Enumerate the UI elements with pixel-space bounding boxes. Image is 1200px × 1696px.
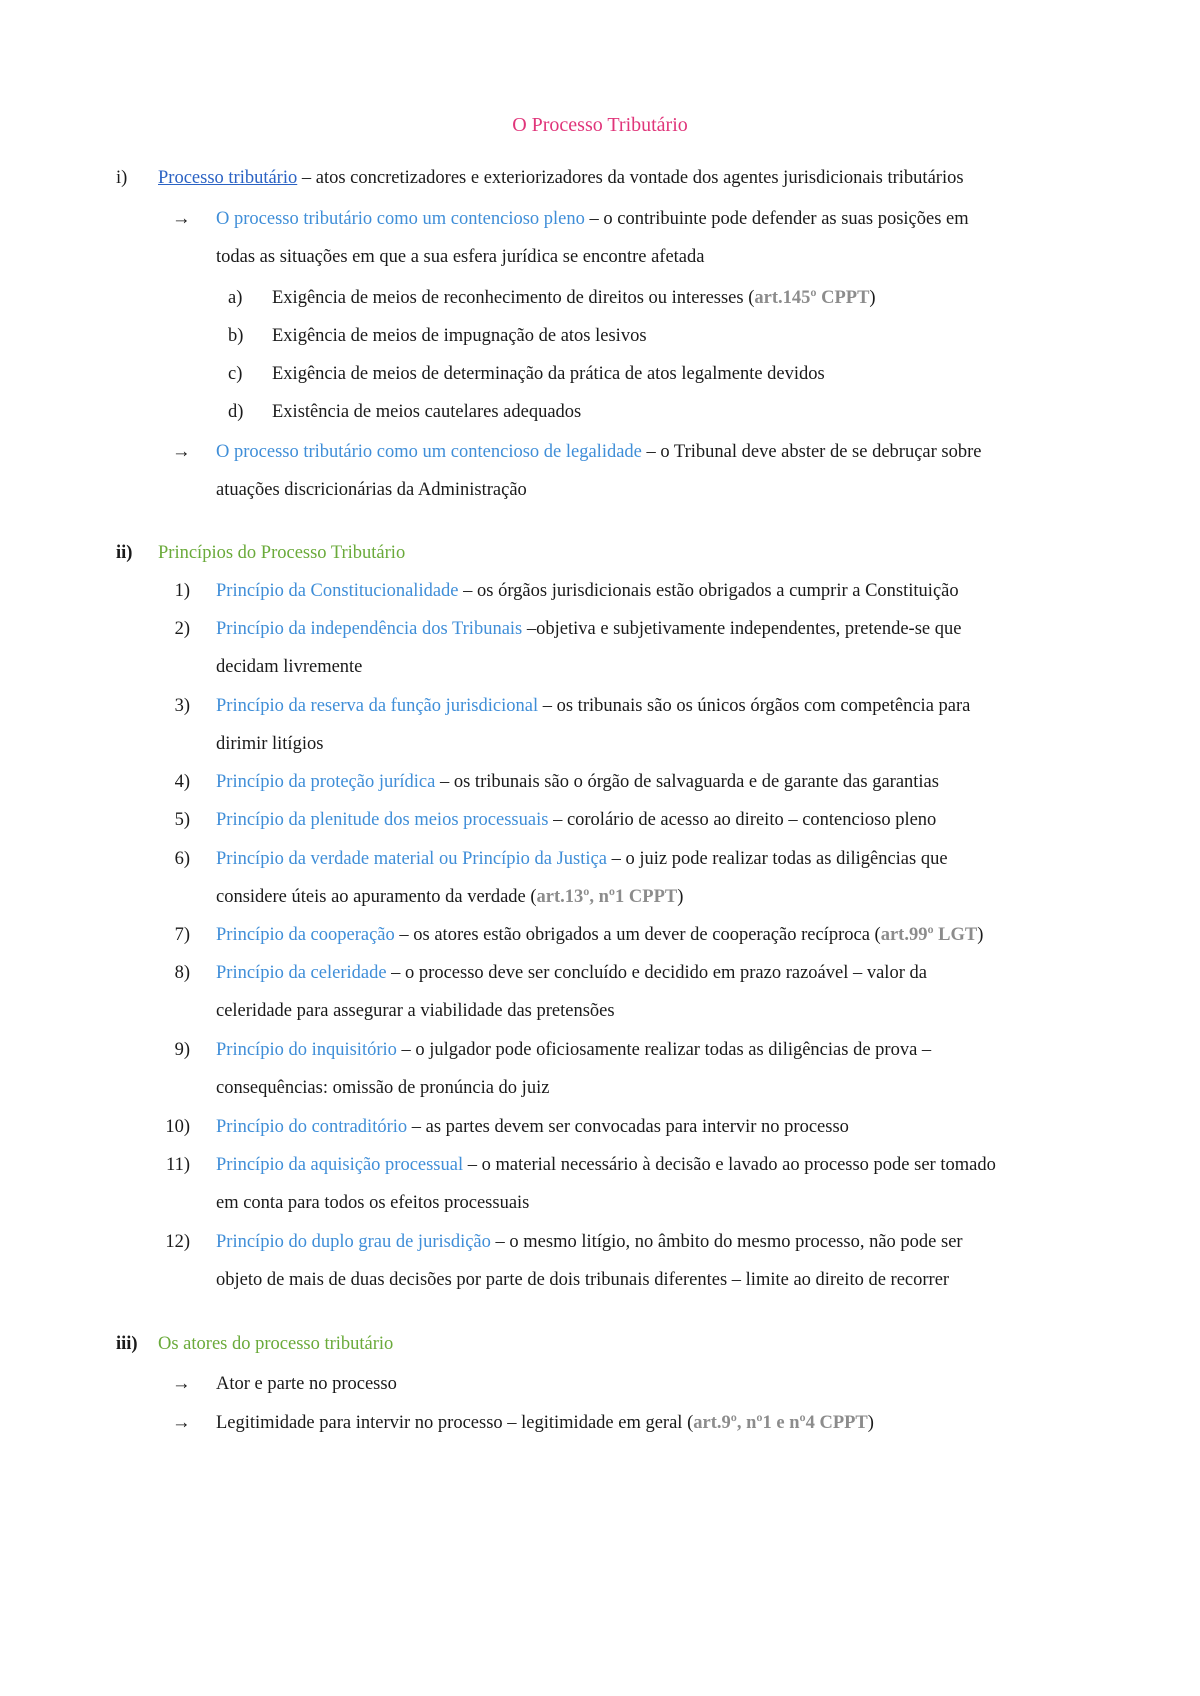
principle-line (216, 847, 948, 871)
principle-continuation-text: decidam livremente (216, 657, 363, 677)
principle-continuation (216, 1191, 529, 1215)
principle-line (216, 1153, 996, 1177)
subitem-d-text: Existência de meios cautelares adequados (272, 402, 582, 422)
principle-line (216, 808, 936, 832)
principle-number: 11) (166, 1155, 190, 1175)
principle-term: Princípio da Constitucionalidade (216, 581, 459, 601)
actors-item-2-text: Legitimidade para intervir no processo – legitimidade em geral ( (216, 1413, 694, 1433)
principle-term: Princípio da cooperação (216, 925, 395, 945)
section-3-heading: Os atores do processo tributário (158, 1334, 394, 1354)
principle-term: Princípio da proteção jurídica (216, 772, 436, 792)
principle-text: – corolário de acesso ao direito – contencioso pleno (548, 810, 937, 830)
principle-continuation (216, 732, 323, 756)
actors-item-1-text: Ator e parte no processo (216, 1374, 397, 1394)
section-2-marker: ii) (116, 543, 133, 563)
section-1-heading: Processo tributário (158, 168, 298, 188)
subitem-a-line (272, 286, 876, 310)
arrow-icon: → (172, 209, 191, 229)
principle-ref-close: ) (977, 925, 984, 945)
principle-term: Princípio do contraditório (216, 1117, 408, 1137)
principle-ref-close: ) (677, 887, 684, 907)
document-title: O Processo Tributário (512, 114, 688, 136)
arrow-item-legalidade-text: – o Tribunal deve abster de se debruçar sobre (641, 442, 982, 462)
principle-number: 7) (174, 925, 190, 945)
principle-continuation (216, 885, 683, 909)
subitem-a-text: Exigência de meios de reconhecimento de direitos ou interesses ( (272, 288, 755, 308)
principle-continuation (216, 999, 615, 1023)
principle-term: Princípio da celeridade (216, 963, 387, 983)
principle-continuation-text: objeto de mais de duas decisões por parte de dois tribunais diferentes – limite ao direito de recorrer (216, 1270, 950, 1290)
section-3-marker: iii) (116, 1334, 138, 1354)
principle-line (216, 1115, 849, 1139)
principle-term: Princípio da plenitude dos meios processuais (216, 810, 549, 830)
principle-number: 4) (174, 772, 190, 792)
section-1-text: – atos concretizadores e exteriorizadores da vontade dos agentes jurisdicionais tributários (297, 168, 964, 188)
principle-line (216, 617, 961, 641)
principle-continuation (216, 655, 362, 679)
principle-continuation-text: dirimir litígios (216, 734, 324, 754)
section-1-line (158, 166, 964, 190)
principle-continuation-text: consequências: omissão de pronúncia do juiz (216, 1078, 550, 1098)
arrow-item-pleno-cont: todas as situações em que a sua esfera jurídica se encontre afetada (216, 247, 705, 267)
principle-line (216, 1230, 963, 1254)
principle-text: – os atores estão obrigados a um dever de cooperação recíproca ( (394, 925, 881, 945)
subitem-a-ref: art.145º CPPT (754, 288, 870, 308)
principle-number: 8) (174, 963, 190, 983)
principle-ref: art.13º, nº1 CPPT (536, 887, 678, 907)
principle-line (216, 1038, 931, 1062)
principle-text: – as partes devem ser convocadas para intervir no processo (407, 1117, 849, 1137)
principle-term: Princípio da reserva da função jurisdicional (216, 696, 539, 716)
principle-ref: art.99º LGT (880, 925, 978, 945)
principle-text: – o mesmo litígio, no âmbito do mesmo processo, não pode ser (490, 1232, 963, 1252)
principle-text: –objetiva e subjetivamente independentes, pretende-se que (522, 619, 962, 639)
principle-term: Princípio da verdade material ou Princípio da Justiça (216, 849, 607, 869)
arrow-icon: → (172, 442, 191, 462)
principle-number: 3) (174, 696, 190, 716)
actors-item-2-line (216, 1411, 874, 1435)
principle-continuation-text: celeridade para assegurar a viabilidade das pretensões (216, 1001, 615, 1021)
principle-text: – o material necessário à decisão e lavado ao processo pode ser tomado (463, 1155, 996, 1175)
principle-line (216, 770, 939, 794)
principle-text: – os órgãos jurisdicionais estão obrigados a cumprir a Constituição (458, 581, 959, 601)
subitem-a-after: ) (869, 288, 876, 308)
subitem-b-text: Exigência de meios de impugnação de atos lesivos (272, 326, 647, 346)
subitem-d-marker: d) (228, 402, 244, 422)
principle-number: 2) (174, 619, 190, 639)
principle-number: 10) (165, 1117, 190, 1137)
arrow-item-pleno-term: O processo tributário como um contencioso pleno (216, 209, 585, 229)
arrow-item-legalidade-line (216, 440, 981, 464)
subitem-a-marker: a) (228, 288, 243, 308)
principle-term: Princípio do inquisitório (216, 1040, 397, 1060)
principle-text: – os tribunais são o órgão de salvaguarda e de garante das garantias (435, 772, 939, 792)
principle-number: 6) (174, 849, 190, 869)
principle-continuation-text: em conta para todos os efeitos processuais (216, 1193, 530, 1213)
arrow-item-pleno-text: – o contribuinte pode defender as suas posições em (584, 209, 969, 229)
subitem-c-text: Exigência de meios de determinação da prática de atos legalmente devidos (272, 364, 825, 384)
arrow-item-legalidade-cont: atuações discricionárias da Administração (216, 480, 527, 500)
principle-number: 9) (174, 1040, 190, 1060)
subitem-b-marker: b) (228, 326, 244, 346)
principle-term: Princípio do duplo grau de jurisdição (216, 1232, 491, 1252)
section-2-heading: Princípios do Processo Tributário (158, 543, 406, 563)
principle-text: – o julgador pode oficiosamente realizar todas as diligências de prova – (396, 1040, 932, 1060)
subitem-c-marker: c) (228, 364, 243, 384)
section-1-marker: i) (116, 168, 128, 188)
principle-number: 5) (174, 810, 190, 830)
principle-continuation (216, 1268, 949, 1292)
principle-text: – o processo deve ser concluído e decidido em prazo razoável – valor da (386, 963, 927, 983)
arrow-item-pleno-line (216, 207, 1096, 231)
actors-item-2-after: ) (867, 1413, 874, 1433)
arrow-icon: → (172, 1413, 191, 1433)
principle-text: – os tribunais são os únicos órgãos com competência para (538, 696, 971, 716)
arrow-item-legalidade-term: O processo tributário como um contencioso de legalidade (216, 442, 642, 462)
principle-continuation (216, 1076, 549, 1100)
principle-number: 12) (165, 1232, 190, 1252)
principle-term: Princípio da independência dos Tribunais (216, 619, 523, 639)
principle-line (216, 694, 970, 718)
principle-text: – o juiz pode realizar todas as diligências que (606, 849, 948, 869)
principle-line (216, 923, 983, 947)
principle-continuation-text: considere úteis ao apuramento da verdade ( (216, 887, 537, 907)
principle-line (216, 961, 927, 985)
principle-term: Princípio da aquisição processual (216, 1155, 464, 1175)
actors-item-2-ref: art.9º, nº1 e nº4 CPPT (693, 1413, 868, 1433)
arrow-icon: → (172, 1374, 191, 1394)
principle-number: 1) (174, 581, 190, 601)
principle-line (216, 579, 959, 603)
